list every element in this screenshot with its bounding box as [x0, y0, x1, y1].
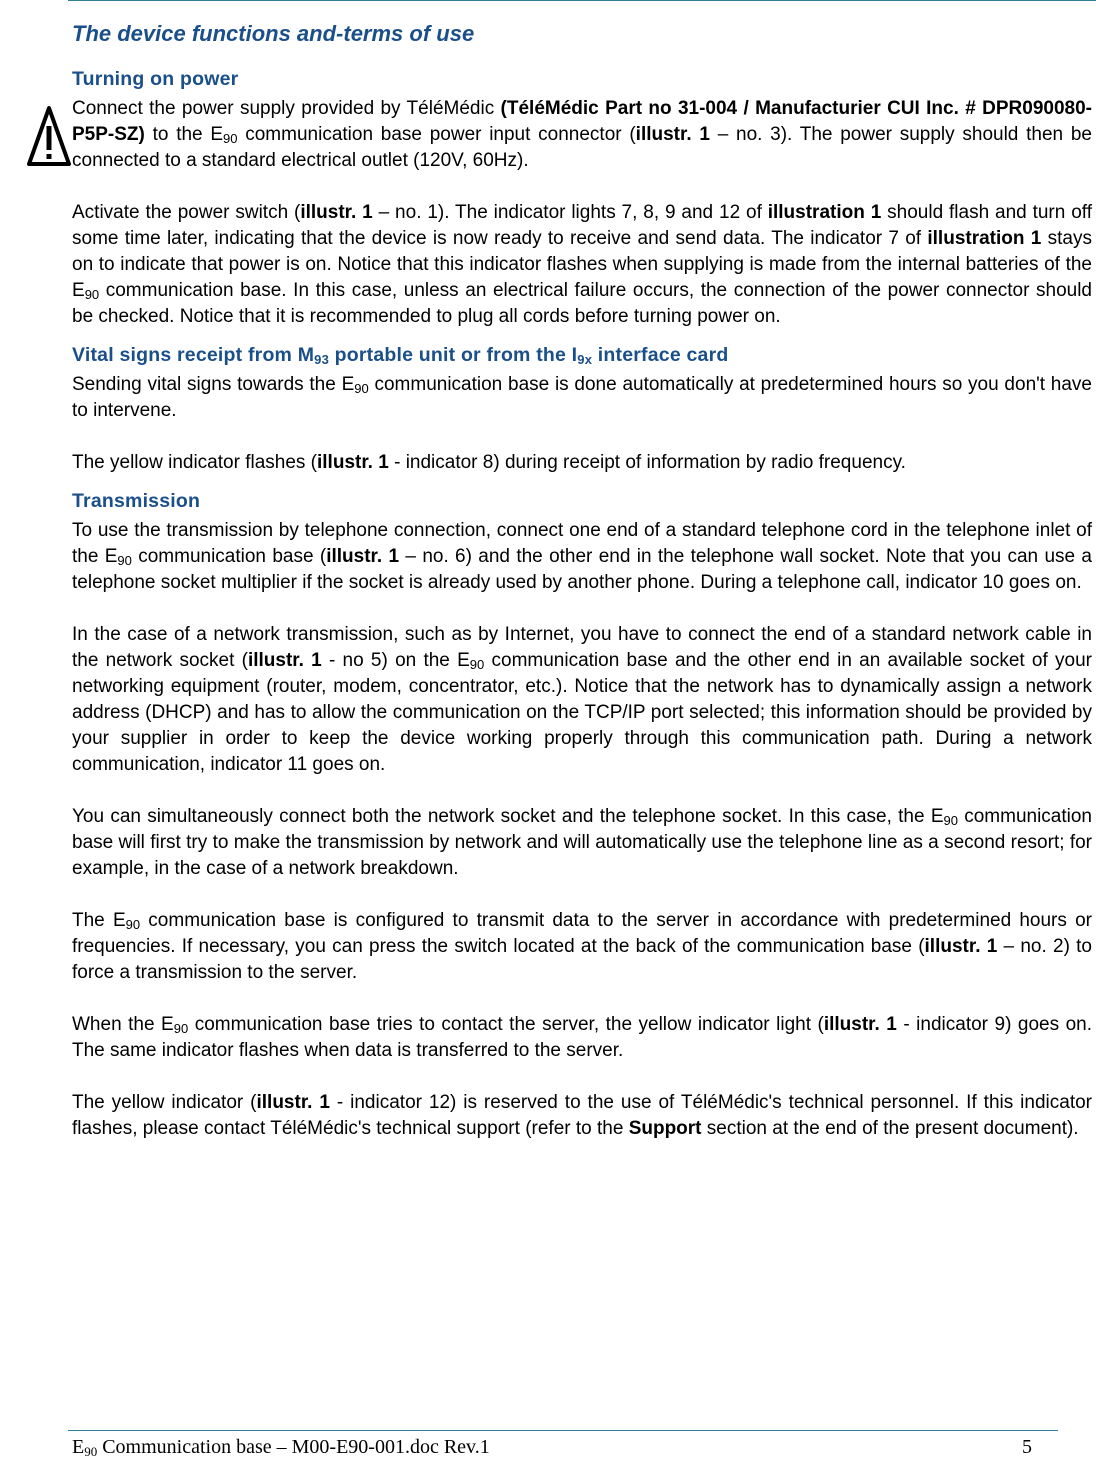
footer — [72, 1435, 1032, 1459]
footer-doc-info: $E_{90}$ Communication base – M00-E90-001.doc Rev.1 — [72, 1436, 490, 1459]
paragraph-configured-transmit: The $E_{90}$ communication base is configured to transmit data to the server in accordance with predetermined hours or frequencies. If necessary, you can press the switch located at the back of the communication base (illustr. 1 – no. 2) to force a transmission to the server. — [72, 910, 1092, 983]
paragraph-telephone-transmission: To use the transmission by telephone connection, connect one end of a standard telephone cord in the telephone inlet of the $E_{90}$ communication base (illustr. 1 – no. 6) and the other end in the telephone wall socket. Note that you can use a telephone socket multiplier if the socket is already used by another phone. During a telephone call, indicator 10 goes on. — [72, 520, 1092, 593]
heading-turning-on-power: Turning on power — [72, 68, 239, 90]
footer-rule — [68, 1430, 1058, 1431]
paragraph-power-switch: Activate the power switch (illustr. 1 – no. 1). The indicator lights 7, 8, 9 and 12 of illustration 1 should flash and turn off some time later, indicating that the device is now ready to receive and send data. The indicator 7 of illustration 1 stays on to indicate that power is on. Notice that this indicator flashes when supplying is made from the internal batteries of the $E_{90}$ communication base. In this case, unless an electrical failure occurs, the connection of the power connector should be checked. Notice that it is recommended to plug all cords before turning power on. — [72, 202, 1092, 327]
warning-triangle-icon — [26, 102, 72, 168]
paragraph-power-supply: Connect the power supply provided by TéléMédic (TéléMédic Part no 31-004 / Manufacturier CUI Inc. # DPR090080-P5P-SZ) to the $E_{90}$ communication base power input connector (illustr. 1 – no. 3). The power supply should then be connected to a standard electrical outlet (120V, 60Hz). — [72, 98, 1092, 171]
header-rule — [68, 0, 1096, 1]
paragraph-network-transmission: In the case of a network transmission, such as by Internet, you have to connect the end of a standard network cable in the network socket (illustr. 1 - no 5) on the $E_{90}$ communication base and the other end in an available socket of your networking equipment (router, modem, concentrator, etc.). Notice that the network has to dynamically assign a network address (DHCP) and has to allow the communication on the TCP/IP port selected; this information should be provided by your supplier in order to keep the device working properly through this communication path. During a network communication, indicator 11 goes on. — [72, 624, 1092, 775]
heading-vital-signs: Vital signs receipt from $M_{93}$ portable unit or from the $I_{9x}$ interface card — [72, 344, 729, 367]
paragraph-simultaneous-connection: You can simultaneously connect both the network socket and the telephone socket. In this case, the $E_{90}$ communication base will first try to make the transmission by network and will automatically use the telephone line as a second resort; for example, in the case of a network breakdown. — [72, 806, 1092, 879]
page-number: 5 — [1022, 1436, 1032, 1458]
page-title: The device functions and-terms of use — [72, 21, 475, 46]
heading-transmission: Transmission — [72, 490, 201, 512]
page-content — [72, 20, 1092, 1168]
paragraph-contact-server: When the $E_{90}$ communication base tries to contact the server, the yellow indicator light (illustr. 1 - indicator 9) goes on. The same indicator flashes when data is transferred to the server. — [72, 1014, 1093, 1061]
paragraph-technical-indicator: The yellow indicator (illustr. 1 - indicator 12) is reserved to the use of TéléMédic's technical personnel. If this indicator flashes, please contact TéléMédic's technical support (refer to the Support section at the end of the present document). — [72, 1092, 1092, 1139]
paragraph-vital-signs-sending: Sending vital signs towards the $E_{90}$ communication base is done automatically at predetermined hours so you don't have to intervene. — [72, 374, 1092, 421]
paragraph-vital-signs-indicator: The yellow indicator flashes (illustr. 1 - indicator 8) during receipt of information by radio frequency. — [72, 452, 906, 473]
